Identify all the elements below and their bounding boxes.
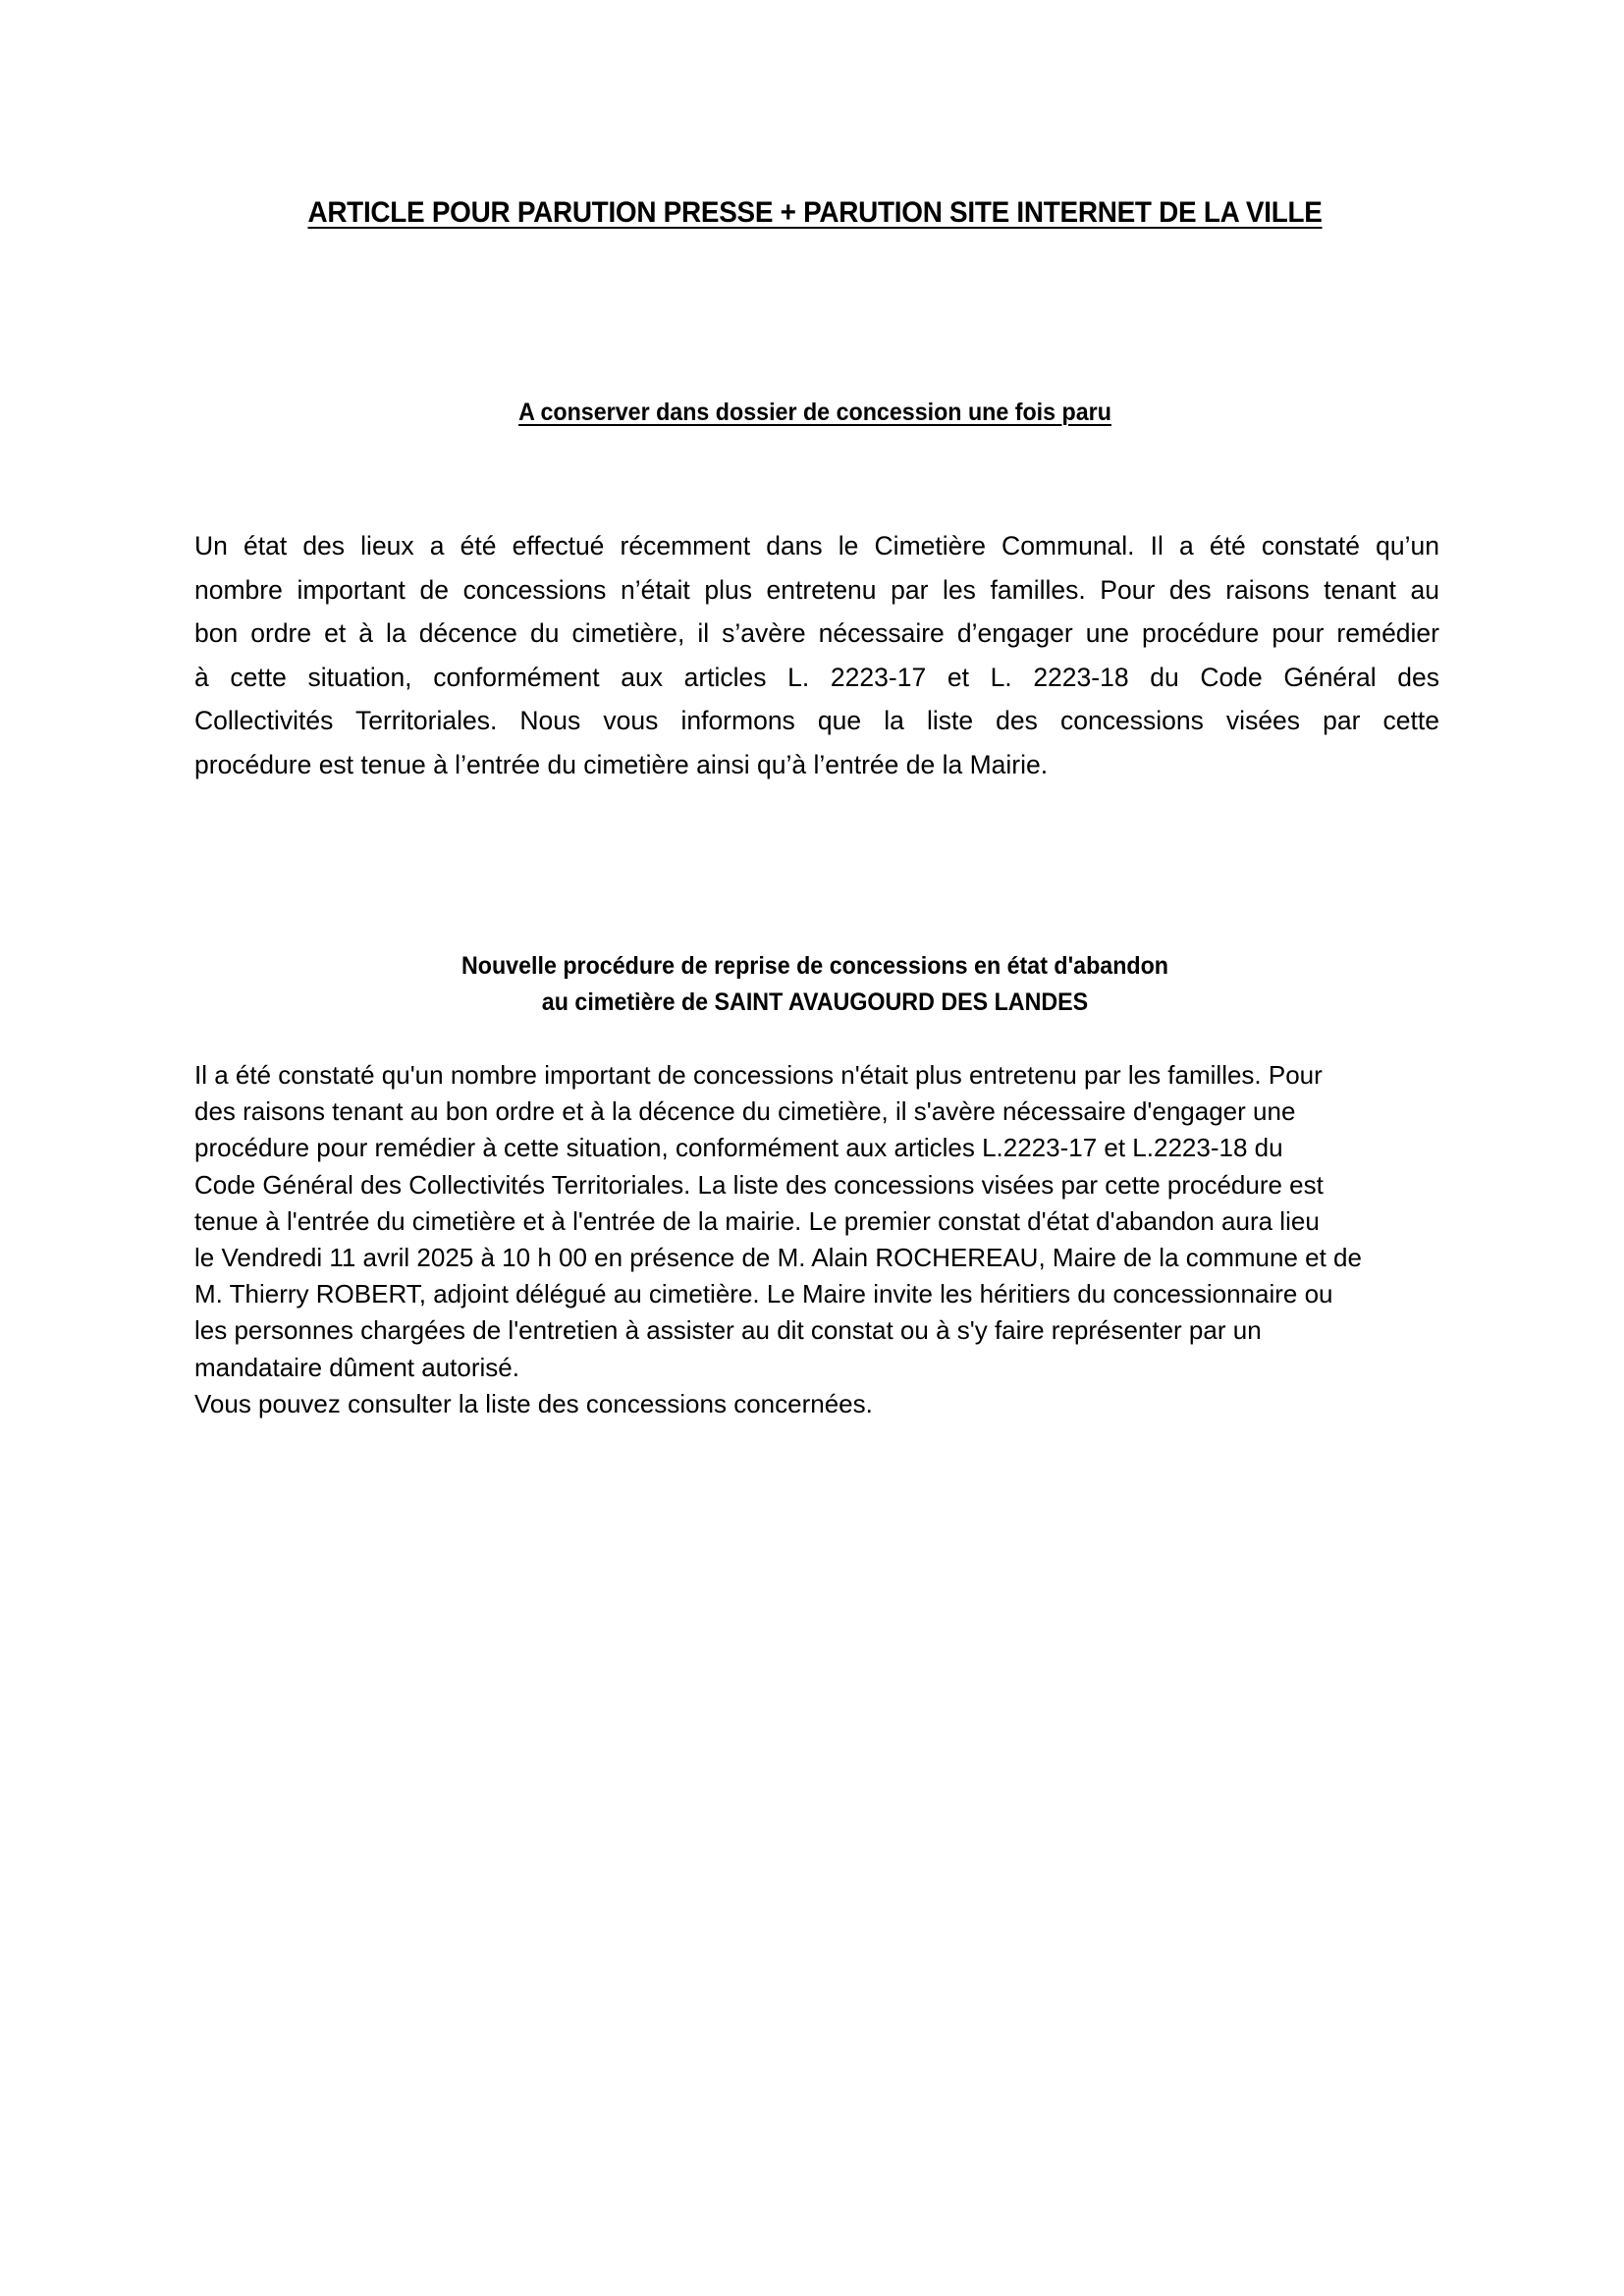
section-body-line: tenue à l'entrée du cimetière et à l'entrée de la mairie. Le premier constat d'état d'abandon aura lieu bbox=[194, 1205, 1320, 1236]
document-subtitle: A conserver dans dossier de concession une fois paru bbox=[518, 399, 1111, 426]
section-body-line: Vous pouvez consulter la liste des concessions concernées. bbox=[194, 1388, 873, 1418]
section-body-line: M. Thierry ROBERT, adjoint délégué au cimetière. Le Maire invite les héritiers du concessionnaire ou bbox=[194, 1279, 1333, 1309]
section-heading-line: Nouvelle procédure de reprise de concessions en état d'abandon bbox=[460, 952, 1169, 980]
section-body bbox=[194, 1057, 1471, 1422]
intro-paragraph-line: procédure est tenue à l’entrée du cimetière ainsi qu’à l’entrée de la Mairie. bbox=[194, 749, 1049, 779]
section-body-line: procédure pour remédier à cette situation, conformément aux articles L.2223-17 et L.2223-18 du bbox=[194, 1133, 1283, 1163]
section-heading bbox=[240, 948, 1390, 1021]
section-body-line: mandataire dûment autorisé. bbox=[194, 1352, 519, 1382]
intro-paragraph-line: Un état des lieux a été effectué récemment dans le Cimetière Communal. Il a été constaté qu’un bbox=[194, 531, 1439, 561]
section-body-line: des raisons tenant au bon ordre et à la décence du cimetière, il s'avère nécessaire d'engager une bbox=[194, 1096, 1296, 1127]
section-body-line: Il a été constaté qu'un nombre important de concessions n'était plus entretenu par les familles. Pour bbox=[194, 1060, 1323, 1090]
section-heading-line: au cimetière de SAINT AVAUGOURD DES LANDES bbox=[541, 988, 1089, 1016]
document-title: ARTICLE POUR PARUTION PRESSE + PARUTION SITE INTERNET DE LA VILLE bbox=[307, 196, 1323, 229]
section-body-line: le Vendredi 11 avril 2025 à 10 h 00 en présence de M. Alain ROCHEREAU, Maire de la commune et de bbox=[194, 1243, 1362, 1273]
intro-paragraph-line: nombre important de concessions n’était plus entretenu par les familles. Pour des raisons tenant au bbox=[194, 574, 1439, 605]
intro-paragraph-line: à cette situation, conformément aux articles L. 2223-17 et L. 2223-18 du Code Général des bbox=[194, 662, 1439, 692]
section-body-line: les personnes chargées de l'entretien à assister au dit constat ou à s'y faire représenter par un bbox=[194, 1315, 1262, 1346]
intro-paragraph-line: Collectivités Territoriales. Nous vous informons que la liste des concessions visées par cette bbox=[194, 706, 1439, 735]
section-body-line: Code Général des Collectivités Territoriales. La liste des concessions visées par cette procédure est bbox=[194, 1169, 1324, 1200]
intro-paragraph bbox=[194, 524, 1439, 786]
intro-paragraph-line: bon ordre et à la décence du cimetière, il s’avère nécessaire d’engager une procédure pour remédier bbox=[194, 618, 1439, 648]
